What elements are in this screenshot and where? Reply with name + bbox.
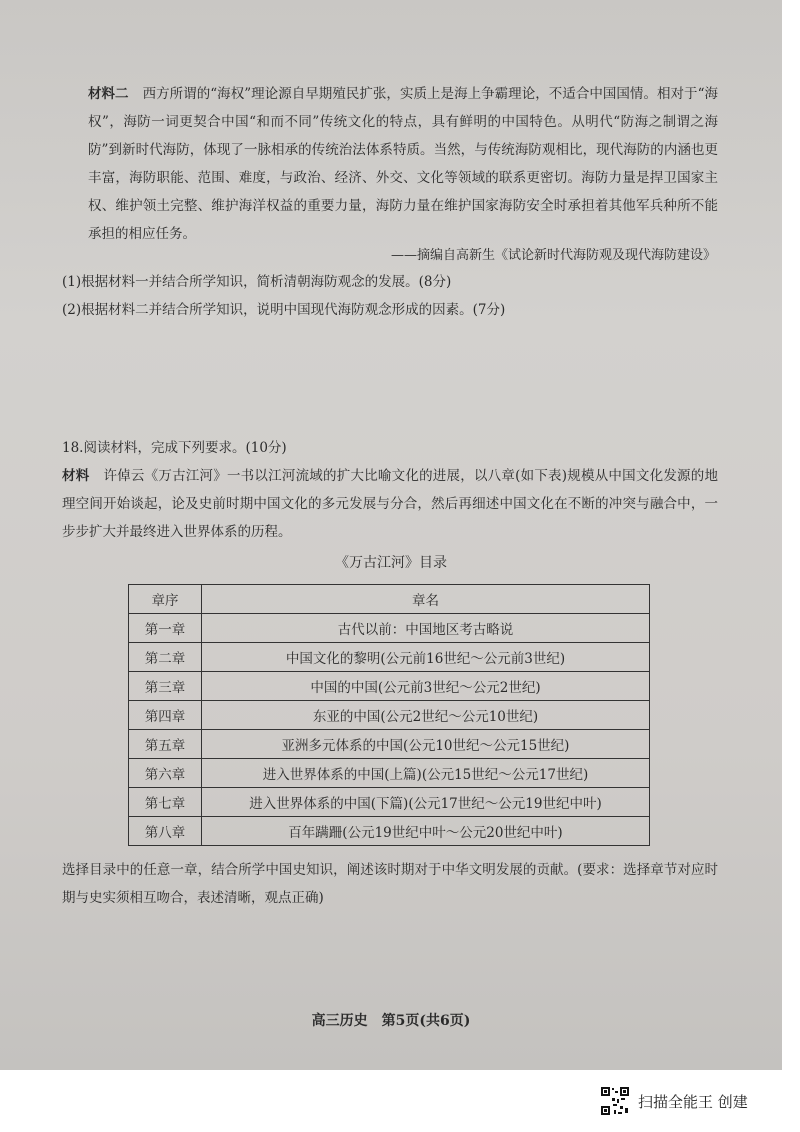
chapter-name: 进入世界体系的中国(下篇)(公元17世纪～公元19世纪中叶) [202, 788, 650, 817]
chapter-order: 第四章 [129, 701, 202, 730]
table-row [129, 701, 650, 730]
question-17-1: (1)根据材料一并结合所学知识，简析清朝海防观念的发展。(8分) [62, 274, 452, 290]
chapter-name: 中国文化的黎明(公元前16世纪～公元前3世纪) [202, 643, 650, 672]
table-row [129, 788, 650, 817]
material-two-body: 西方所谓的“海权”理论源自早期殖民扩张，实质上是海上争霸理论，不适合中国国情。相对于“海权”，海防一词更契合中国“和而不同”传统文化的特点，具有鲜明的中国特色。从明代“防海之制谓之海防”到新时代海防，体现了一脉相承的传统治法体系特质。当然，与传统海防观相比，现代海防的内涵也更丰富，海防职能、范围、难度，与政治、经济、外交、文化等领域的联系更密切。海防力量是捍卫国家主权、维护领土完整、维护海洋权益的重要力量，海防力量在维护国家海防安全时承担着其他军兵种所不能承担的相应任务。 [88, 86, 718, 242]
chapter-order: 第二章 [129, 643, 202, 672]
chapter-name: 古代以前：中国地区考古略说 [202, 614, 650, 643]
chapter-order: 第五章 [129, 730, 202, 759]
question-18-material-tag: 材料 [62, 468, 90, 484]
page-footer: 高三历史 第5页(共6页) [311, 1013, 471, 1029]
header-chapter-name: 章名 [202, 585, 650, 614]
table-row [129, 614, 650, 643]
table-header-row [129, 585, 650, 614]
question-18-material [62, 462, 718, 546]
table-row [129, 672, 650, 701]
chapter-order: 第三章 [129, 672, 202, 701]
material-two [88, 80, 718, 248]
table-row [129, 817, 650, 846]
chapter-name: 东亚的中国(公元2世纪～公元10世纪) [202, 701, 650, 730]
table-of-contents [128, 584, 650, 846]
table-row [129, 730, 650, 759]
qr-code-icon [600, 1086, 630, 1116]
chapter-order: 第六章 [129, 759, 202, 788]
chapter-name: 进入世界体系的中国(上篇)(公元15世纪～公元17世纪) [202, 759, 650, 788]
material-two-tag: 材料二 [88, 86, 129, 102]
chapter-order: 第八章 [129, 817, 202, 846]
table-caption: 《万古江河》目录 [335, 555, 447, 571]
question-18-prompt: 选择目录中的任意一章，结合所学中国史知识，阐述该时期对于中华文明发展的贡献。(要求：选择章节对应时期与史实须相互吻合，表述清晰，观点正确) [62, 862, 718, 906]
question-18-material-body: 许倬云《万古江河》一书以江河流域的扩大比喻文化的进展，以八章(如下表)规模从中国文化发源的地理空间开始谈起，论及史前时期中国文化的多元发展与分合，然后再细述中国文化在不断的冲突与融合中，一步步扩大并最终进入世界体系的历程。 [62, 468, 718, 540]
chapter-name: 百年蹒跚(公元19世纪中叶～公元20世纪中叶) [202, 817, 650, 846]
scanner-watermark [600, 1086, 748, 1116]
table-row [129, 759, 650, 788]
chapter-order: 第一章 [129, 614, 202, 643]
chapter-order: 第七章 [129, 788, 202, 817]
chapter-name: 中国的中国(公元前3世纪～公元2世纪) [202, 672, 650, 701]
material-two-source: ——摘编自高新生《试论新时代海防观及现代海防建设》 [390, 248, 716, 263]
question-17-2: (2)根据材料二并结合所学知识，说明中国现代海防观念形成的因素。(7分) [62, 302, 506, 318]
chapter-name: 亚洲多元体系的中国(公元10世纪～公元15世纪) [202, 730, 650, 759]
table-row [129, 643, 650, 672]
header-chapter-order: 章序 [129, 585, 202, 614]
question-18-heading: 18.阅读材料，完成下列要求。(10分) [62, 440, 287, 456]
scanner-brand-text: 扫描全能王 创建 [638, 1092, 748, 1111]
